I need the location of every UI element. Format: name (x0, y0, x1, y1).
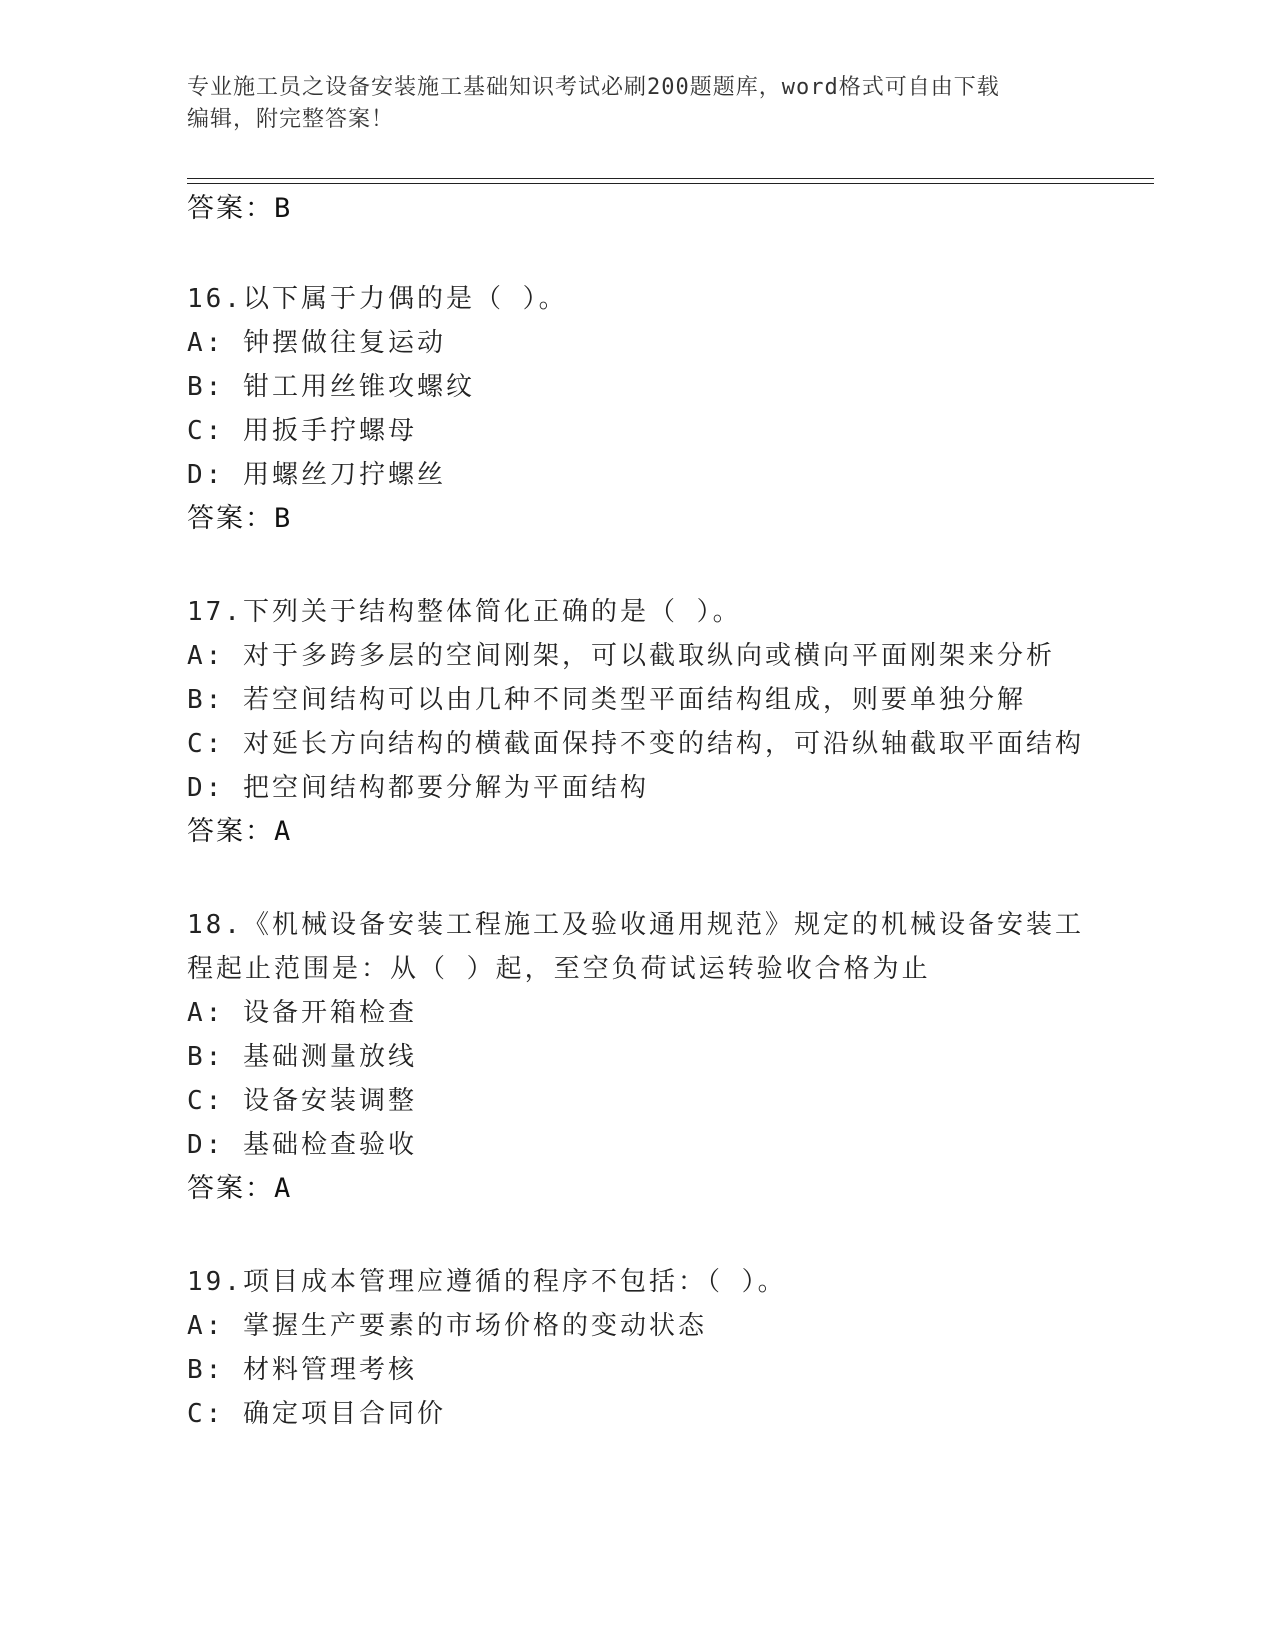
question-19-option-a: A: 掌握生产要素的市场价格的变动状态 (187, 1311, 707, 1341)
question-17-option-c: C: 对延长方向结构的横截面保持不变的结构，可沿纵轴截取平面结构 (187, 729, 1084, 759)
question-16: 16.以下属于力偶的是（ ）。 (187, 284, 568, 314)
question-18-option-b: B: 基础测量放线 (187, 1042, 417, 1072)
question-19-option-c: C: 确定项目合同价 (187, 1399, 446, 1429)
question-16-option-b: B: 钳工用丝锥攻螺纹 (187, 372, 475, 402)
header-line-2: 编辑，附完整答案！ (187, 107, 395, 132)
question-17-option-a: A: 对于多跨多层的空间刚架，可以截取纵向或横向平面刚架来分析 (187, 641, 1055, 671)
question-17-option-d: D: 把空间结构都要分解为平面结构 (187, 773, 649, 803)
answer-18: 答案：A (187, 1173, 293, 1204)
question-17-option-b: B: 若空间结构可以由几种不同类型平面结构组成，则要单独分解 (187, 685, 1026, 715)
header-divider-bottom (187, 183, 1154, 184)
question-16-option-d: D: 用螺丝刀拧螺丝 (187, 460, 446, 490)
question-18-option-d: D: 基础检查验收 (187, 1130, 417, 1160)
header-line-1: 专业施工员之设备安装施工基础知识考试必刷200题题库，word格式可自由下载 (187, 75, 1000, 100)
question-18-line-2: 程起止范围是：从（ ）起，至空负荷试运转验收合格为止 (187, 954, 931, 984)
question-18-option-c: C: 设备安装调整 (187, 1086, 417, 1116)
question-18-line-1: 18.《机械设备安装工程施工及验收通用规范》规定的机械设备安装工 (187, 910, 1084, 940)
question-18-option-a: A: 设备开箱检查 (187, 998, 417, 1028)
answer-15: 答案：B (187, 193, 293, 224)
answer-16: 答案：B (187, 503, 293, 534)
question-16-option-a: A: 钟摆做往复运动 (187, 328, 446, 358)
question-19-option-b: B: 材料管理考核 (187, 1355, 417, 1385)
document-header (187, 72, 1067, 136)
header-divider-top (187, 178, 1154, 179)
question-19: 19.项目成本管理应遵循的程序不包括：（ ）。 (187, 1267, 787, 1297)
question-17: 17.下列关于结构整体简化正确的是（ ）。 (187, 597, 742, 627)
question-16-option-c: C: 用扳手拧螺母 (187, 416, 417, 446)
answer-17: 答案：A (187, 816, 293, 847)
